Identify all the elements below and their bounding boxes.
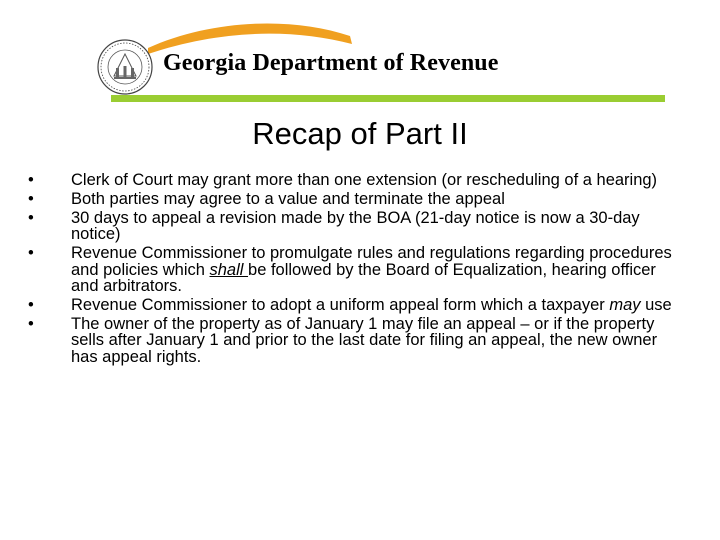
bullet-icon: •	[28, 208, 34, 227]
bullet-text: Clerk of Court may grant more than one extension (or rescheduling of a hearing)	[71, 171, 658, 189]
bullet-text-start: Revenue Commissioner to adopt a uniform appeal form which a taxpayer	[71, 295, 610, 314]
bullet-text-start: Revenue Commissioner to promulgate rules and regulations regarding procedures and policies which	[71, 243, 672, 279]
bullet-text: The owner of the property as of January 1 may file an appeal – or if the property sells after January 1 and prior to the last date for filing an appeal, the new owner has appeal rights.	[71, 314, 658, 366]
list-item	[28, 316, 688, 366]
organization-name: Georgia Department of Revenue	[163, 50, 499, 76]
list-item	[28, 172, 688, 189]
bullet-icon: •	[28, 314, 34, 333]
bullet-text: 30 days to appeal a revision made by the BOA (21-day notice is now a 30-day notice)	[71, 208, 640, 244]
list-item	[28, 191, 688, 208]
list-item	[28, 297, 688, 314]
georgia-state-seal-icon	[96, 38, 154, 96]
bullet-text: Both parties may agree to a value and terminate the appeal	[71, 189, 505, 208]
slide-title: Recap of Part II	[252, 116, 468, 151]
header-divider	[111, 95, 665, 102]
header	[0, 0, 720, 110]
bullet-list	[28, 172, 688, 368]
list-item	[28, 245, 688, 295]
list-item	[28, 210, 688, 243]
bullet-text	[71, 296, 672, 314]
bullet-icon: •	[28, 171, 34, 189]
bullet-text	[71, 244, 672, 295]
bullet-icon: •	[28, 189, 34, 208]
emphasis-may: may	[609, 295, 641, 314]
bullet-text-end: be followed by the Board of Equalization, hearing officer and arbitrators.	[71, 260, 656, 296]
bullet-icon: •	[28, 243, 34, 262]
emphasis-shall: shall	[209, 260, 249, 279]
bullet-text-end: use	[640, 295, 672, 314]
bullet-icon: •	[28, 295, 34, 314]
